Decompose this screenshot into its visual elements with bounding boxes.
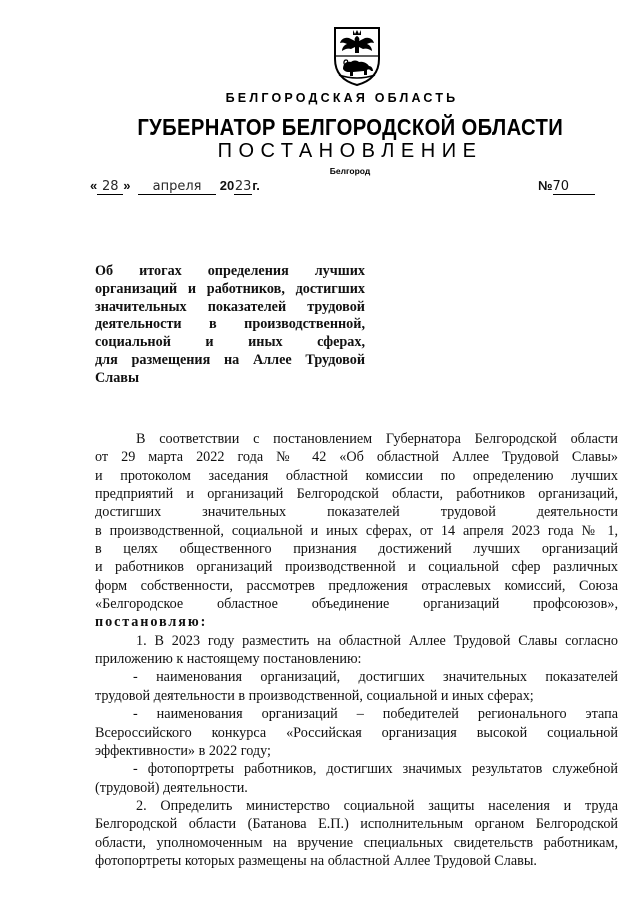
body-line: достигших значительных показателей трудовой деятельности: [95, 504, 618, 521]
resolve-word: постановляю:: [95, 614, 208, 631]
body-line: форм собственности, рассмотрев предложения отраслевых комиссий, Союза: [95, 577, 618, 594]
title-line: социальной и иных сферах,: [95, 334, 365, 351]
body-line: эффективности» в 2022 году;: [95, 742, 271, 759]
body-line: и протоколом заседания областной комиссии по определению лучших: [95, 467, 618, 484]
body-line: трудовой деятельности в производственной, социальной и иных сферах;: [95, 687, 534, 704]
body-line: (трудовой) деятельности.: [95, 779, 248, 796]
body-line: - наименования организаций – победителей регионального этапа: [133, 706, 618, 723]
body-line: и работников организаций производственной и социальной сфер различных: [95, 559, 618, 576]
region-name: БЕЛГОРОДСКАЯ ОБЛАСТЬ: [225, 91, 459, 105]
number-value: 70: [553, 180, 595, 195]
body-line: от 29 марта 2022 года № 42 «Об областной Аллее Трудовой Славы»: [95, 449, 618, 466]
decree-body: [95, 430, 618, 870]
decree-title: [95, 263, 365, 388]
title-line: Славы: [95, 369, 140, 386]
number-label: №: [538, 178, 553, 193]
body-line: области, уполномоченным на вручение специальных свидетельств работникам,: [95, 834, 618, 851]
date-day: 28: [97, 180, 123, 195]
date-quote-close: »: [123, 178, 131, 193]
coat-of-arms-emblem: [331, 25, 383, 87]
body-line: предприятий и организаций Белгородской области, работников организаций,: [95, 486, 618, 503]
date-quote-open: «: [90, 178, 98, 193]
body-line: фотопортреты которых размещены на областной Аллее Трудовой Славы.: [95, 852, 537, 869]
title-line: организаций и работников, достигших: [95, 280, 365, 297]
date-year-prefix: 20: [219, 178, 235, 193]
governor-title: ГУБЕРНАТОР БЕЛГОРОДСКОЙ ОБЛАСТИ: [137, 114, 564, 140]
body-line: 2. Определить министерство социальной защиты населения и труда: [136, 797, 618, 814]
body-line: приложению к настоящему постановлению:: [95, 651, 362, 668]
date-year-mark: г.: [252, 178, 260, 193]
date-year-suffix: 23: [234, 179, 252, 194]
title-line: Об итогах определения лучших: [95, 263, 365, 279]
body-line: «Белгородское областное объединение организаций профсоюзов»,: [95, 596, 618, 613]
body-line: в целях общественного признания достижений лучших организаций: [95, 541, 618, 558]
document-number: [538, 178, 595, 195]
title-line: для размещения на Аллее Трудовой: [95, 351, 365, 368]
document-type: ПОСТАНОВЛЕНИЕ: [217, 140, 483, 162]
body-line: В соответствии с постановлением Губернатора Белгородской области: [136, 431, 618, 447]
body-line: в производственной, социальной и иных сферах, от 14 апреля 2023 года № 1,: [95, 522, 618, 539]
document-date: [90, 178, 260, 195]
title-line: деятельности в производственной,: [95, 316, 365, 333]
date-month: апреля: [138, 180, 216, 195]
body-line: Белгородской области (Батанова Е.П.) исполнительным органом Белгородской: [95, 816, 618, 833]
city-name: Белгород: [329, 166, 371, 176]
body-line: Всероссийского конкурса «Российская организация высокой социальной: [95, 724, 618, 741]
body-line: - фотопортреты работников, достигших значимых результатов служебной: [133, 761, 618, 778]
body-line: - наименования организаций, достигших значительных показателей: [133, 669, 618, 686]
title-line: значительных показателей трудовой: [95, 298, 365, 315]
body-line: 1. В 2023 году разместить на областной Аллее Трудовой Славы согласно: [136, 632, 618, 649]
